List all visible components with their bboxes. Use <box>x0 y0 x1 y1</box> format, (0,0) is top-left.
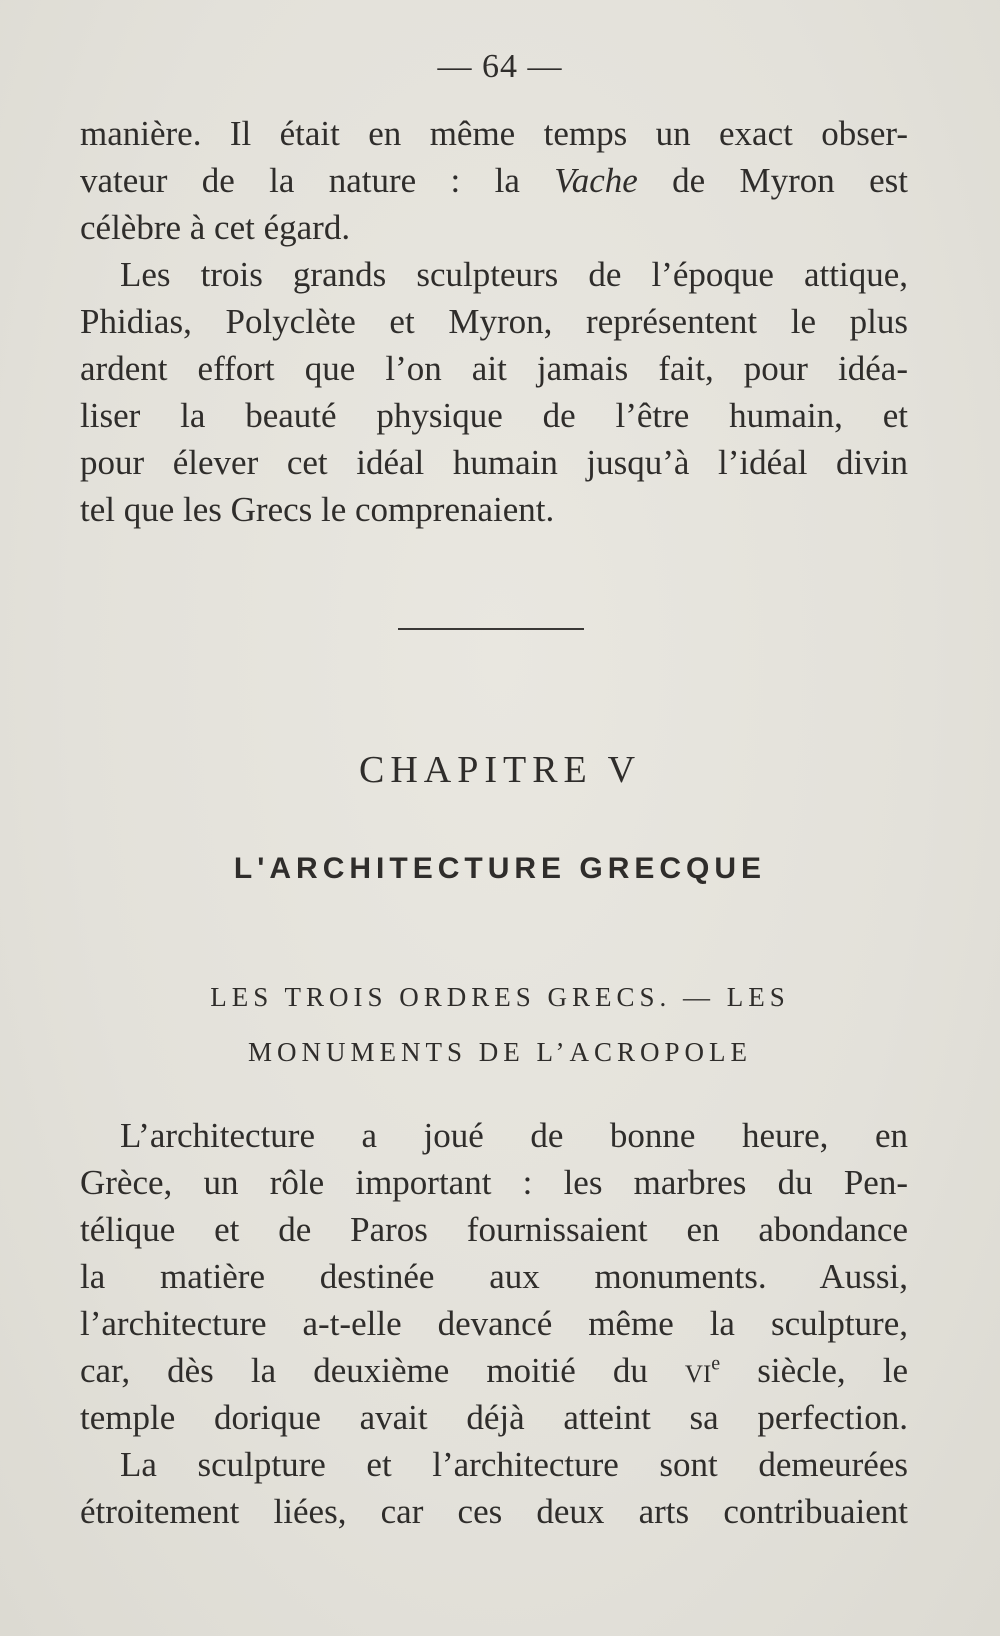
section-heading-line: LES TROIS ORDRES GRECS. — LES <box>210 982 790 1012</box>
paragraph <box>80 1441 908 1535</box>
paragraph <box>80 1112 908 1441</box>
text-line: La sculpture et l’architecture sont demeurées <box>120 1445 908 1484</box>
chapter-subtitle: L'ARCHITECTURE GRECQUE <box>233 852 767 885</box>
section-divider <box>398 628 584 630</box>
text-line <box>80 1347 908 1394</box>
text-line: manière. Il était en même temps un exact obser- <box>80 114 908 153</box>
section-heading-line: MONUMENTS DE L’ACROPOLE <box>247 1037 753 1067</box>
text-line: Les trois grands sculpteurs de l’époque attique, <box>120 255 908 294</box>
paragraph-continued <box>80 110 908 251</box>
text-line: Phidias, Polyclète et Myron, représentent le plus <box>80 302 908 341</box>
text-line: télique et de Paros fournissaient en abondance <box>80 1210 908 1249</box>
section-heading <box>0 970 1000 1080</box>
text-line: temple dorique avait déjà atteint sa perfection. <box>80 1398 908 1437</box>
paragraph <box>80 251 908 533</box>
text-line: tel que les Grecs le comprenaient. <box>80 490 555 529</box>
italic-title: Vache <box>554 161 638 200</box>
text-line: Grèce, un rôle important : les marbres du Pen- <box>80 1163 908 1202</box>
text-line: liser la beauté physique de l’être humain, et <box>80 396 908 435</box>
text-line: l’architecture a-t-elle devancé même la sculpture, <box>80 1304 908 1343</box>
text-line: étroitement liées, car ces deux arts contribuaient <box>80 1492 908 1531</box>
superscript: e <box>711 1352 721 1375</box>
text-line: L’architecture a joué de bonne heure, en <box>120 1116 908 1155</box>
text-line <box>80 157 908 204</box>
text-line: célèbre à cet égard. <box>80 208 351 247</box>
text-fragment: siècle, le <box>757 1351 908 1390</box>
roman-numeral: vi <box>684 1351 712 1390</box>
chapter-title: CHAPITRE V <box>358 749 642 791</box>
text-line: pour élever cet idéal humain jusqu’à l’idéal divin <box>80 443 908 482</box>
text-line: la matière destinée aux monuments. Aussi, <box>80 1257 908 1296</box>
page-number: — 64 — <box>437 48 563 85</box>
text-fragment: vateur de la nature : la <box>80 161 520 200</box>
text-fragment: de Myron est <box>672 161 908 200</box>
text-fragment: car, dès la deuxième moitié du <box>80 1351 648 1390</box>
text-line: ardent effort que l’on ait jamais fait, pour idéa- <box>80 349 908 388</box>
